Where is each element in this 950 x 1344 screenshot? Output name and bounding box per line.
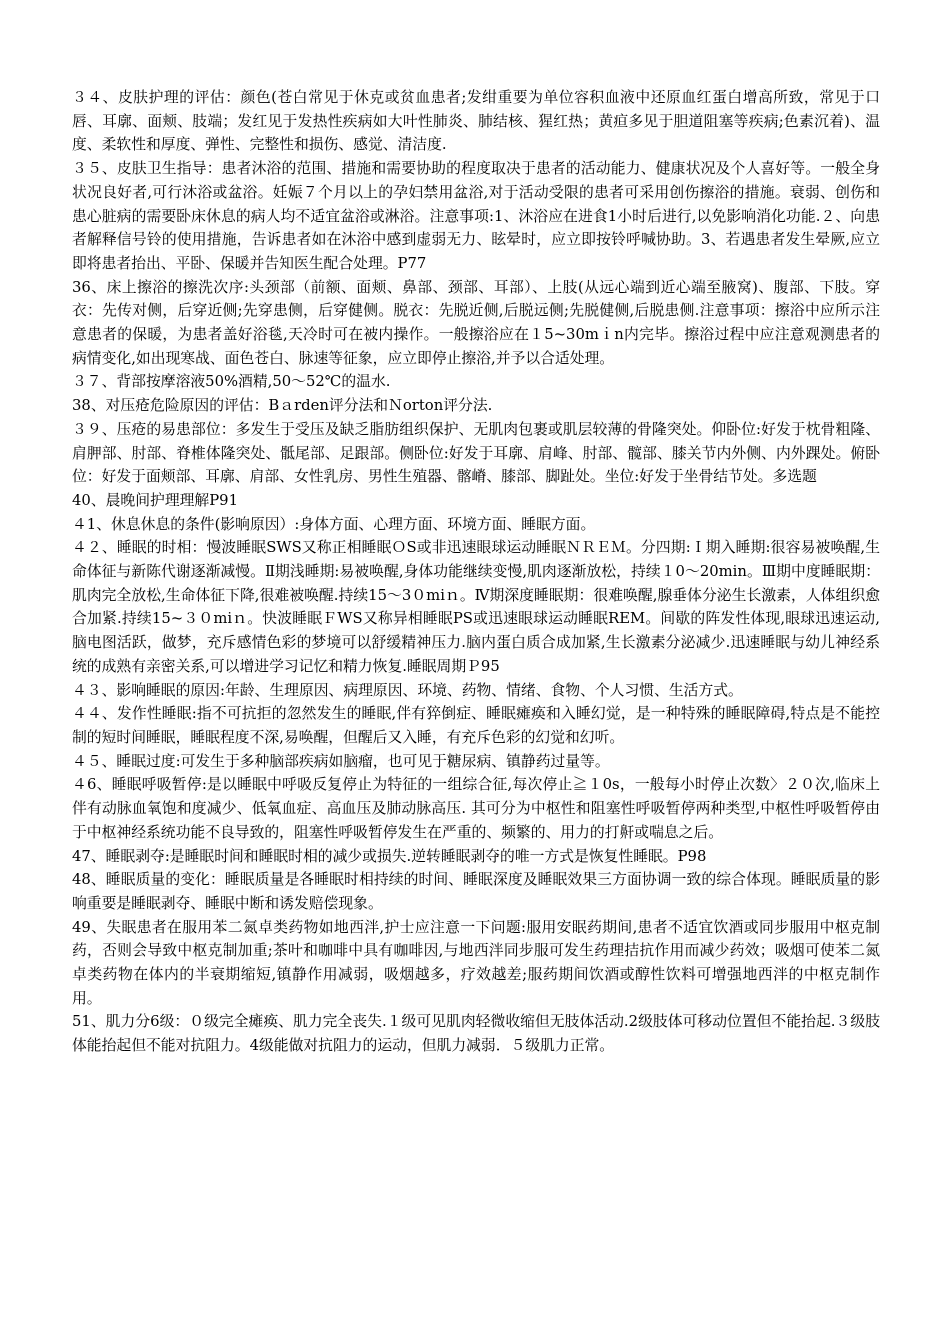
paragraph-35-skin-hygiene: ３５、皮肤卫生指导：患者沐浴的范围、措施和需要协助的程度取决于患者的活动能力、健康状况及个人喜好等。一般全身状况良好者,可行沐浴或盆浴。妊娠７个月以上的孕妇禁用盆浴,对于活动受限的患者可采用创伤擦浴的措施。衰弱、创伤和患心脏病的需要卧床休息的病人均不适宜盆浴或淋浴。注意事项:1、沐浴应在进食1小时后进行,以免影响消化功能.２、向患者解释信号铃的使用措施，告诉患者如在沐浴中感到虚弱无力、眩晕时，应立即按铃呼喊协助。3、若遇患者发生晕厥,应立即将患者抬出、平卧、保暖并告知医生配合处理。P77 xyxy=(72,160,880,272)
paragraph-51-muscle-strength: 51、肌力分6级：０级完全瘫痪、肌力完全丧失.１级可见肌肉轻微收缩但无肢体活动.2级肢体可移动位置但不能抬起.３级肢体能抬起但不能对抗阻力。4级能做对抗阻力的运动，但肌力减弱．５级肌力正常。 xyxy=(72,1013,880,1055)
paragraph-42-sleep-phases: ４２、睡眠的时相：慢波睡眠SWS又称正相睡眠ＯS或非迅速眼球运动睡眠ＮＲＥＭ。分四期:Ｉ期入睡期:很容易被唤醒,生命体征与新陈代谢逐渐减慢。Ⅱ期浅睡期:易被唤醒,身体功能继续变慢,肌肉逐渐放松，持续１0～20min。Ⅲ期中度睡眠期：肌肉完全放松,生命体征下降,很难被唤醒.持续15～3０miｎ。Ⅳ期深度睡眠期：很难唤醒,腺垂体分泌生长激素，人体组织愈合加紧.持续15~３０miｎ。快波睡眠ＦWS又称异相睡眠PS或迅速眼球运动睡眠REM。间歇的阵发性体现,眼球迅速运动,脑电图活跃，做梦，充斥感情色彩的梦境可以舒缓精神压力.脑内蛋白质合成加紧,生长激素分泌减少.迅速睡眠与幼儿神经系统的成熟有亲密关系,可以增进学习记忆和精力恢复.睡眠周期Ｐ95 xyxy=(72,539,880,675)
paragraph-44-narcolepsy: ４４、发作性睡眠:指不可抗拒的忽然发生的睡眠,伴有猝倒症、睡眠瘫痪和入睡幻觉，是一种特殊的睡眠障碍,特点是不能控制的短时间睡眠，睡眠程度不深,易唤醒，但醒后又入睡，有充斥色彩的幻觉和幻听。 xyxy=(72,705,880,746)
paragraph-37-back-massage: ３７、背部按摩溶液50%酒精,50～52℃的温水. xyxy=(72,373,391,391)
paragraph-48-sleep-quality: 48、睡眠质量的变化：睡眠质量是各睡眠时相持续的时间、睡眠深度及睡眠效果三方面协调一致的综合体现。睡眠质量的影响重要是睡眠剥夺、睡眠中断和诱发赔偿现象。 xyxy=(72,871,880,912)
paragraph-46-sleep-apnea: ４6、睡眠呼吸暂停:是以睡眠中呼吸反复停止为特征的一组综合征,每次停止≧１0s，一般每小时停止次数〉２０次,临床上伴有动脉血氧饱和度减少、低氧血症、高血压及肺动脉高压. 其可分为中枢性和阻塞性呼吸暂停两种类型,中枢性呼吸暂停由于中枢神经系统功能不良导致的，阻塞性呼吸暂停发生在严重的、频繁的、用力的打鼾或喘息之后。 xyxy=(72,776,880,841)
paragraph-36-bed-bath: 36、床上擦浴的擦洗次序:头颈部（前额、面颊、鼻部、颈部、耳部）、上肢(从远心端到近心端至腋窝)、腹部、下肢。穿衣：先传对侧，后穿近侧;先穿患侧，后穿健侧。脱衣：先脱近侧,后脱远侧;先脱健侧,后脱患侧.注意事项：擦浴中应所示注意患者的保暖，为患者盖好浴毯,天冷时可在被内操作。一般擦浴应在１5~30mｉn内完毕。擦浴过程中应注意观测患者的病情变化,如出现寒战、面色苍白、脉速等征象，应立即停止擦浴,并予以合适处理。 xyxy=(72,278,880,367)
paragraph-49-insomnia-medication: 49、失眠患者在服用苯二氮卓类药物如地西泮,护士应注意一下问题:服用安眠药期间,患者不适宜饮酒或同步服用中枢克制药，否则会导致中枢克制加重;茶叶和咖啡中具有咖啡因,与地西泮同步服可发生药理拮抗作用而减少药效；吸烟可使苯二氮卓类药物在体内的半衰期缩短,镇静作用减弱，吸烟越多，疗效越差;服药期间饮酒或醇性饮料可增强地西泮的中枢克制作用。 xyxy=(72,918,880,1007)
paragraph-47-sleep-deprivation: 47、睡眠剥夺:是睡眠时间和睡眠时相的减少或损失.逆转睡眠剥夺的唯一方式是恢复性睡眠。P98 xyxy=(72,847,707,865)
paragraph-38-pressure-sore-risk: 38、对压疮危险原因的评估：Bａrden评分法和Ｎorton评分法. xyxy=(72,397,493,415)
paragraph-41-rest-conditions: ４1、休息休息的条件(影响原因）:身体方面、心理方面、环境方面、睡眠方面。 xyxy=(72,515,596,533)
document-page xyxy=(72,86,880,1058)
paragraph-45-hypersomnia: ４５、睡眠过度:可发生于多种脑部疾病如脑瘤，也可见于糖尿病、镇静药过量等。 xyxy=(72,752,610,770)
paragraph-40-morning-evening-care: 40、晨晚间护理理解P91 xyxy=(72,491,238,509)
paragraph-34-skin-assessment: ３４、皮肤护理的评估：颜色(苍白常见于休克或贫血患者;发绀重要为单位容积血液中还原血红蛋白增高所致，常见于口唇、耳廓、面颊、肢端；发红见于发热性疾病如大叶性肺炎、肺结核、猩红热；黄疸多见于胆道阻塞等疾病;色素沉着)、温度、柔软性和厚度、弹性、完整性和损伤、感觉、清洁度. xyxy=(72,89,880,154)
paragraph-39-pressure-sore-sites: ３９、压疮的易患部位：多发生于受压及缺乏脂肪组织保护、无肌肉包裹或肌层较薄的骨隆突处。仰卧位:好发于枕骨粗隆、肩胛部、肘部、脊椎体隆突处、骶尾部、足跟部。侧卧位:好发于耳廓、肩峰、肘部、髋部、膝关节内外侧、内外踝处。俯卧位：好发于面颊部、耳廓、肩部、女性乳房、男性生殖器、髂嵴、膝部、脚趾处。坐位:好发于坐骨结节处。多选题 xyxy=(72,420,880,486)
paragraph-43-sleep-factors: ４３、影响睡眠的原因:年龄、生理原因、病理原因、环境、药物、情绪、食物、个人习惯、生活方式。 xyxy=(72,681,743,699)
